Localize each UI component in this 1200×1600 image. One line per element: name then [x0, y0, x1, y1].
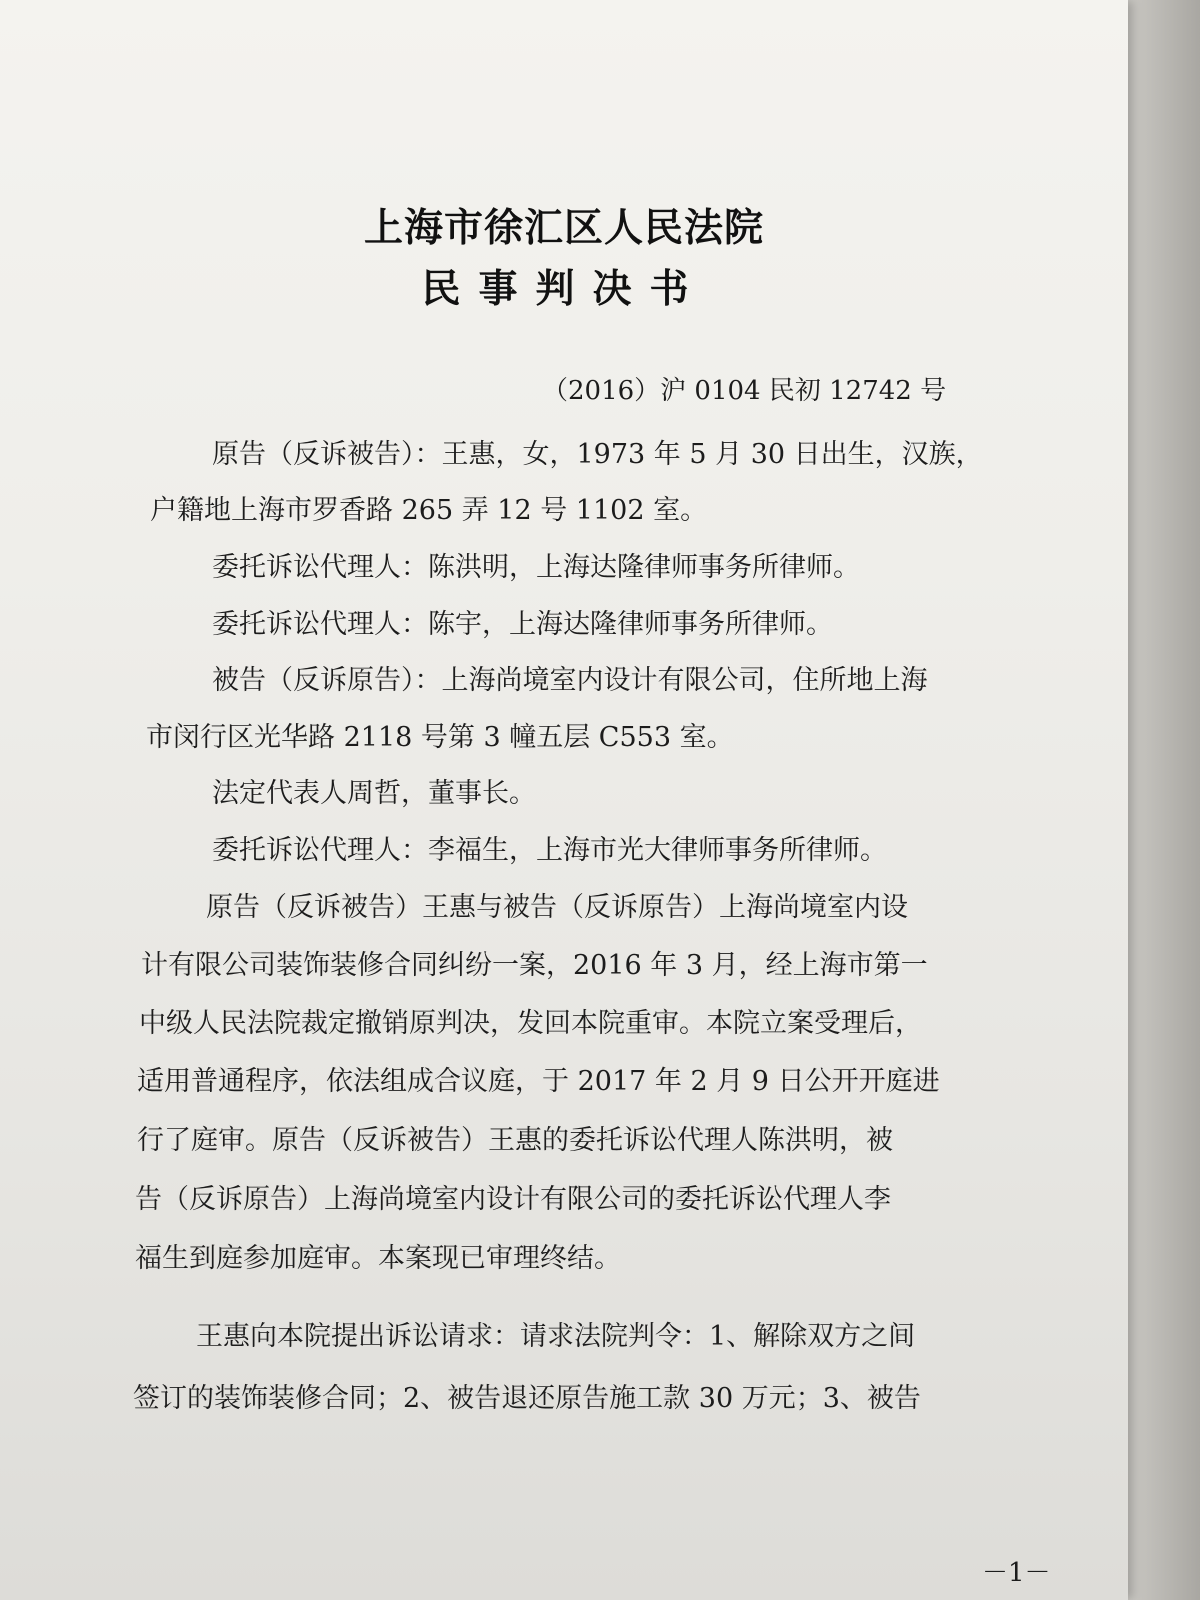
- body-line: 计有限公司装饰装修合同纠纷一案，2016 年 3 月，经上海市第一: [141, 950, 928, 981]
- body-line: 签订的装饰装修合同；2、被告退还原告施工款 30 万元；3、被告: [133, 1383, 921, 1414]
- body-line: 市闵行区光华路 2118 号第 3 幢五层 C553 室。: [146, 722, 734, 753]
- case-number: （2016）沪 0104 民初 12742 号: [542, 376, 947, 406]
- page-number: －1－: [982, 1558, 1051, 1588]
- body-line: 原告（反诉被告）王惠与被告（反诉原告）上海尚境室内设: [206, 892, 908, 923]
- body-line: 适用普通程序，依法组成合议庭，于 2017 年 2 月 9 日公开开庭进: [137, 1066, 940, 1097]
- body-line: 被告（反诉原告）：上海尚境室内设计有限公司，住所地上海: [212, 665, 928, 696]
- body-line: 行了庭审。原告（反诉被告）王惠的委托诉讼代理人陈洪明，被: [137, 1125, 893, 1156]
- body-line: 法定代表人周哲，董事长。: [212, 778, 536, 809]
- body-line: 委托诉讼代理人：陈宇，上海达隆律师事务所律师。: [212, 609, 833, 640]
- document-title: 民事判决书: [421, 266, 707, 312]
- court-name: 上海市徐汇区人民法院: [363, 205, 764, 251]
- body-line: 王惠向本院提出诉讼请求：请求法院判令：1、解除双方之间: [196, 1321, 916, 1352]
- body-line: 委托诉讼代理人：陈洪明，上海达隆律师事务所律师。: [212, 552, 860, 583]
- body-line: 告（反诉原告）上海尚境室内设计有限公司的委托诉讼代理人李: [135, 1184, 891, 1215]
- body-line: 户籍地上海市罗香路 265 弄 12 号 1102 室。: [150, 495, 708, 526]
- body-line: 委托诉讼代理人：李福生，上海市光大律师事务所律师。: [212, 835, 887, 866]
- body-line: 中级人民法院裁定撤销原判决，发回本院重审。本院立案受理后，: [139, 1008, 922, 1039]
- body-line: 原告（反诉被告）：王惠，女，1973 年 5 月 30 日出生，汉族，: [212, 439, 983, 470]
- body-line: 福生到庭参加庭审。本案现已审理终结。: [135, 1243, 621, 1274]
- stacked-paper-edge: [1118, 0, 1200, 1600]
